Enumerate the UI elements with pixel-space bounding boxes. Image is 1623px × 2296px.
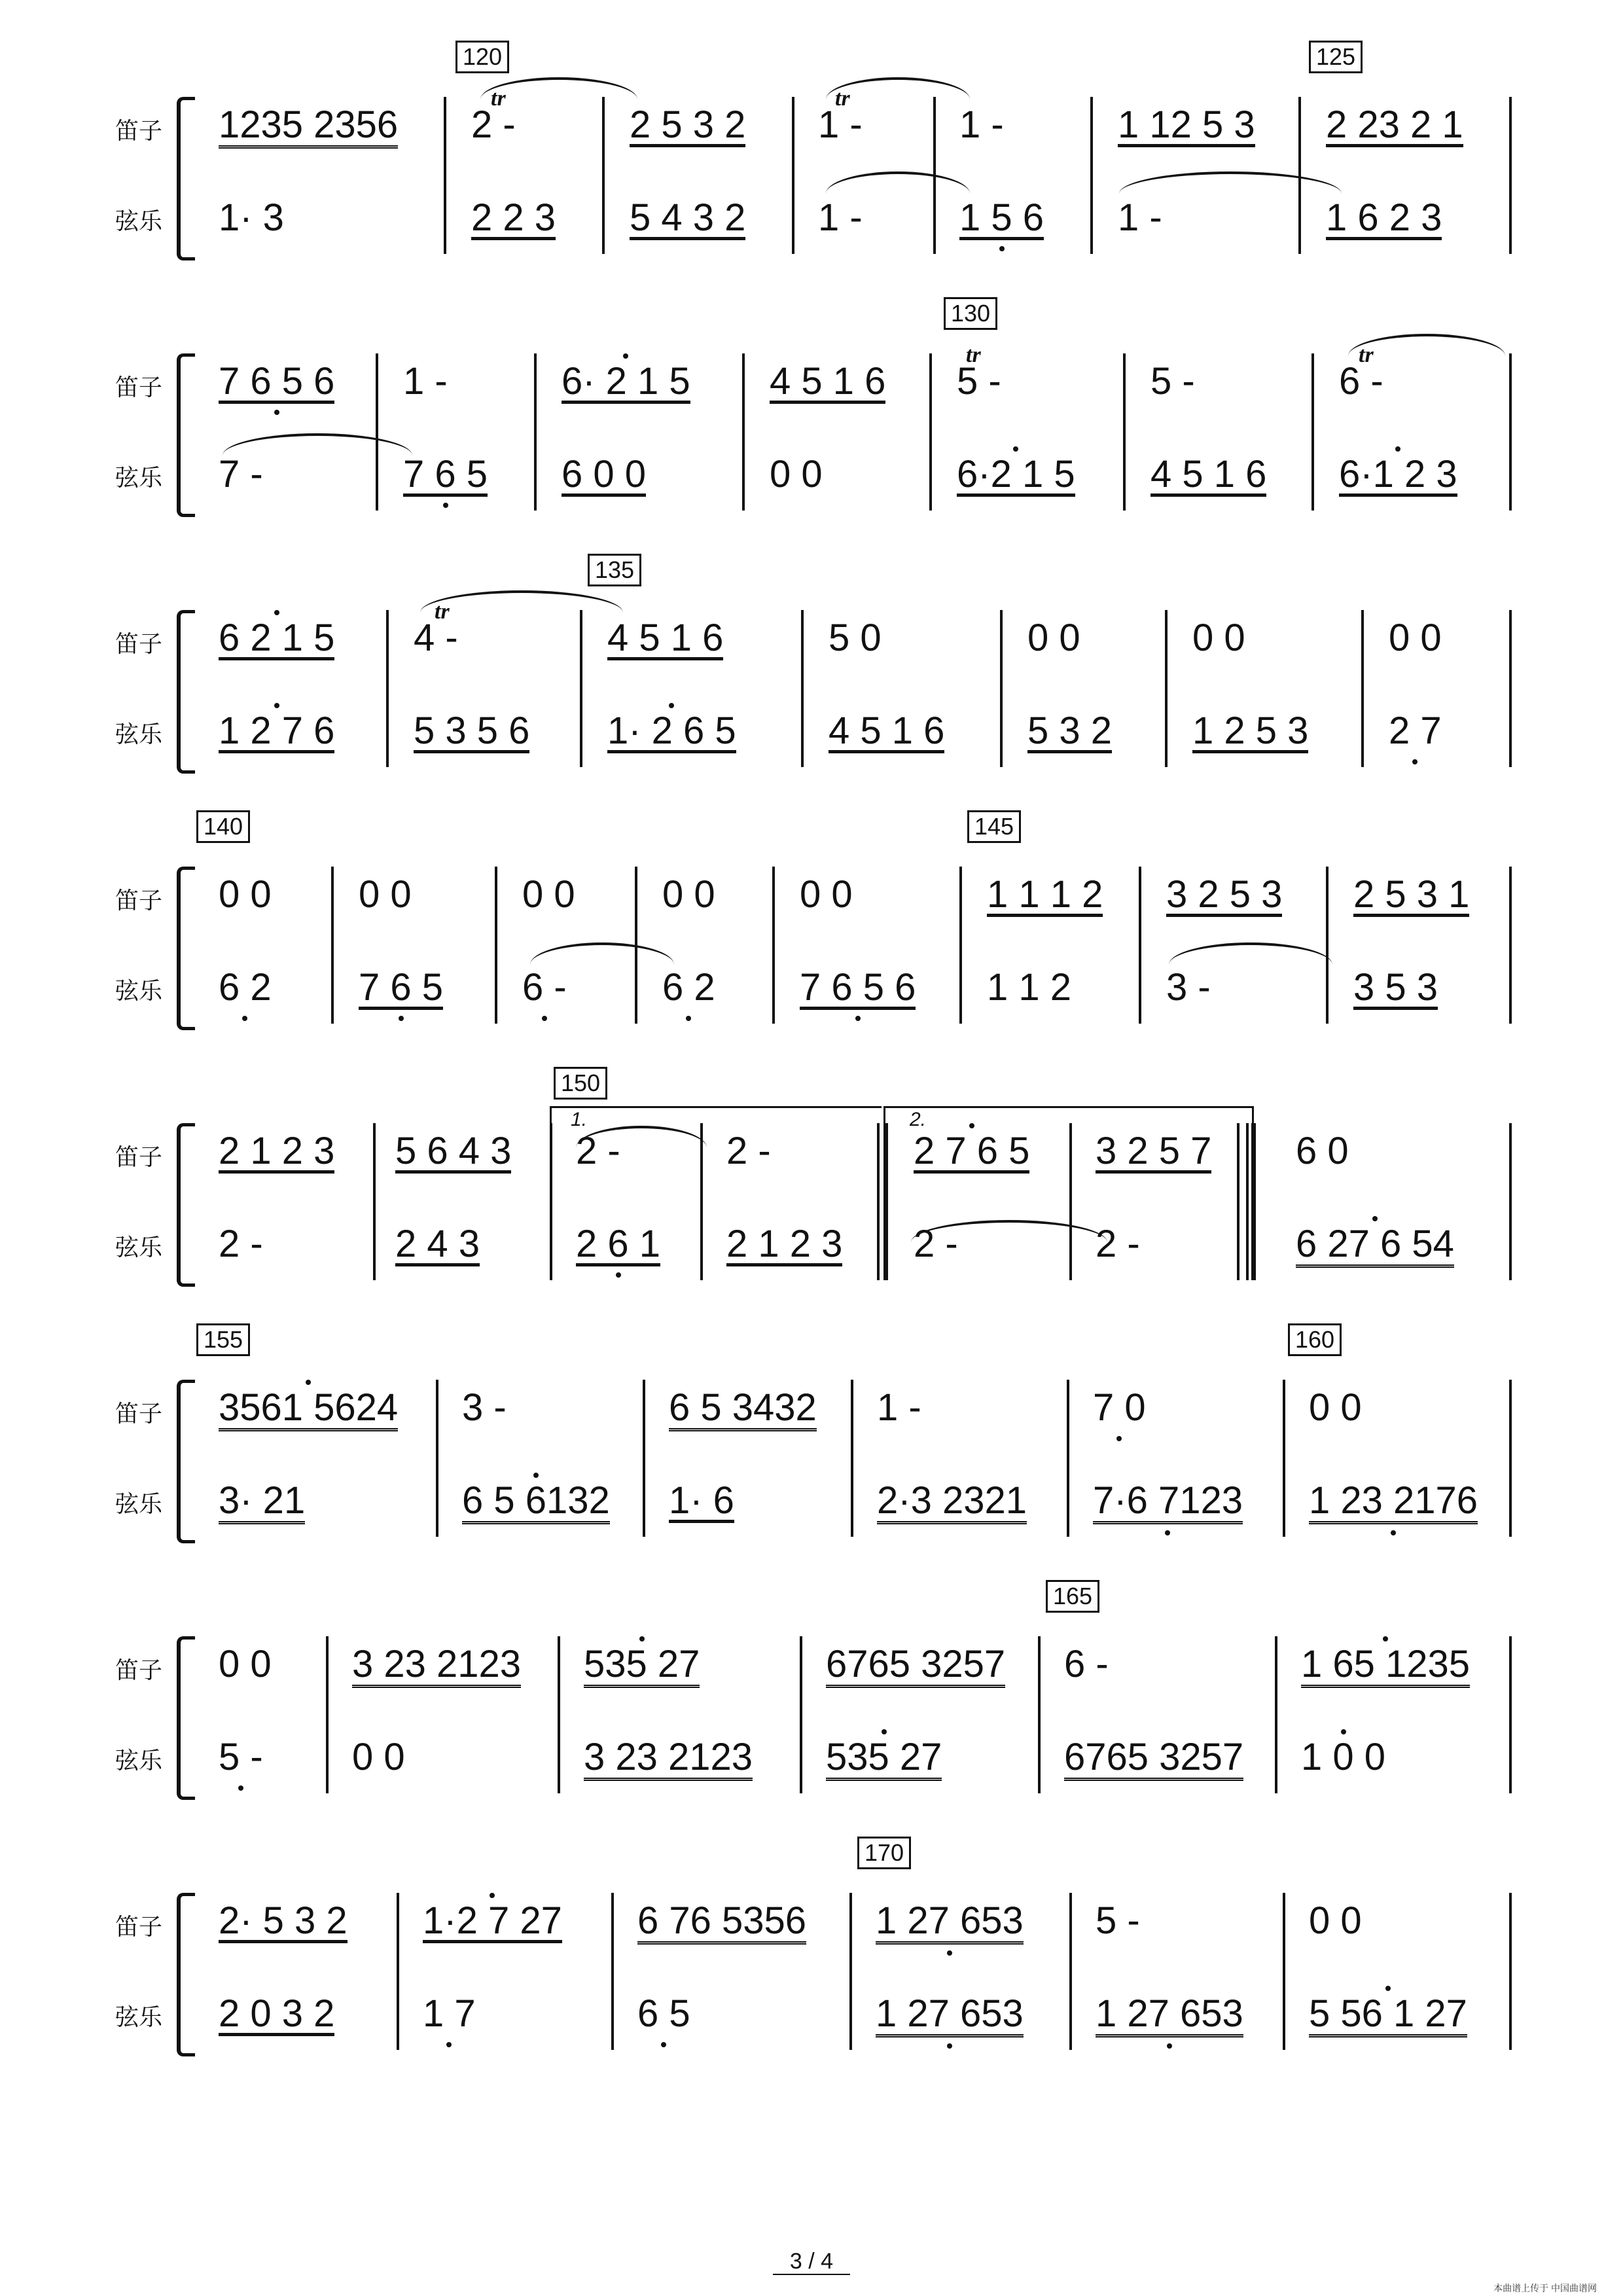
flute-measure: 0 0 [800, 873, 853, 916]
barline [851, 1380, 853, 1537]
rehearsal-number: 125 [1309, 41, 1363, 73]
barline [1509, 1123, 1512, 1280]
barline [1283, 1380, 1285, 1537]
strings-measure: 1 27 653 [876, 1995, 1024, 2037]
flute-measure: 6 76 5356 [637, 1902, 806, 1945]
system-brace [177, 353, 195, 517]
strings-measure: 1· 6 [669, 1479, 734, 1522]
flute-measure: 2 - [726, 1130, 771, 1172]
flute-measure: 2 - [576, 1130, 620, 1172]
barline [444, 97, 446, 254]
strings-measure: 7 6 5 [359, 966, 443, 1009]
strings-measure: 6 0 0 [562, 453, 646, 495]
tie [223, 433, 412, 456]
barline [376, 353, 378, 511]
strings-measure: 3 5 3 [1353, 966, 1438, 1009]
rehearsal-number: 120 [455, 41, 509, 73]
flute-measure: 1 - [959, 103, 1004, 146]
system-brace [177, 1123, 195, 1287]
strings-measure: 4 5 1 6 [1150, 453, 1267, 495]
volta-1-label: 1. [571, 1109, 588, 1130]
system-brace [177, 1380, 195, 1543]
flute-measure: 2· 5 3 2 [219, 1899, 348, 1942]
barline [1139, 867, 1141, 1024]
strings-measure: 1 1 2 [987, 966, 1071, 1009]
part-label-strings: 弦乐 [115, 465, 163, 492]
part-label-strings: 弦乐 [115, 1491, 163, 1518]
barline [373, 1123, 376, 1280]
flute-measure: 0 0 [1027, 617, 1080, 659]
strings-measure: 1 6 2 3 [1326, 196, 1442, 239]
repeat-start-barline [1246, 1123, 1249, 1280]
barline [326, 1636, 329, 1793]
system-brace [177, 867, 195, 1030]
part-label-flute: 笛子 [115, 118, 163, 145]
part-label-flute: 笛子 [115, 1401, 163, 1427]
strings-measure: 7 6 5 6 [800, 966, 916, 1009]
strings-measure: 6 5 [637, 1992, 690, 2035]
repeat-end-barline-thick [883, 1123, 888, 1280]
strings-measure: 0 0 [770, 453, 823, 495]
barline [602, 97, 605, 254]
part-label-flute: 笛子 [115, 888, 163, 914]
flute-measure: 6 - [1064, 1643, 1109, 1685]
flute-measure: 3 2 5 7 [1096, 1130, 1212, 1172]
strings-measure: 2 6 1 [576, 1223, 660, 1265]
rehearsal-number: 130 [944, 297, 997, 330]
flute-measure: 5 6 4 3 [395, 1130, 512, 1172]
flute-measure: 4 5 1 6 [607, 617, 724, 659]
strings-measure: 7 - [219, 453, 263, 495]
strings-measure: 1· 3 [219, 196, 284, 239]
strings-measure: 6 27 6 54 [1296, 1225, 1454, 1268]
flute-measure: 0 0 [662, 873, 715, 916]
barline [801, 610, 804, 767]
barline [550, 1123, 552, 1280]
flute-measure: 1 12 5 3 [1118, 103, 1255, 146]
barline [534, 353, 537, 511]
barline [742, 353, 745, 511]
flute-measure: 6· 2 1 5 [562, 360, 690, 403]
flute-measure: 2 7 6 5 [914, 1130, 1030, 1172]
barline [1275, 1636, 1277, 1793]
trill-ornament: tr [491, 86, 506, 111]
strings-measure: 5 3 2 [1027, 709, 1112, 752]
barline [929, 353, 932, 511]
barline [1361, 610, 1364, 767]
rehearsal-number: 145 [967, 810, 1021, 843]
strings-measure: 1 - [818, 196, 863, 239]
volta-2-label: 2. [910, 1109, 927, 1130]
flute-measure: 0 0 [1309, 1899, 1362, 1942]
system-brace [177, 610, 195, 774]
rehearsal-number: 140 [196, 810, 250, 843]
barline [849, 1893, 852, 2050]
part-label-flute: 笛子 [115, 631, 163, 658]
flute-measure: 0 0 [1192, 617, 1245, 659]
barline [792, 97, 794, 254]
barline [397, 1893, 399, 2050]
barline [959, 867, 962, 1024]
flute-measure: 535 27 [584, 1645, 700, 1688]
strings-measure: 5 56 1 27 [1309, 1995, 1467, 2037]
strings-measure: 535 27 [826, 1738, 942, 1781]
strings-measure: 7 6 5 [403, 453, 488, 495]
barline [1509, 867, 1512, 1024]
flute-measure: 6 - [1339, 360, 1383, 403]
strings-measure: 6765 3257 [1064, 1738, 1243, 1781]
rehearsal-number: 150 [554, 1067, 607, 1100]
barline [700, 1123, 703, 1280]
barline [558, 1636, 560, 1793]
flute-measure: 5 - [1150, 360, 1195, 403]
flute-measure: 6 2 1 5 [219, 617, 335, 659]
strings-measure: 5 4 3 2 [630, 196, 746, 239]
strings-measure: 6·2 1 5 [957, 453, 1075, 495]
flute-measure: 1·2 7 27 [423, 1899, 562, 1942]
tie [826, 171, 970, 194]
tie [530, 942, 674, 965]
flute-measure: 3561 5624 [219, 1389, 398, 1431]
rehearsal-number: 135 [588, 554, 641, 586]
rehearsal-number: 170 [857, 1837, 911, 1869]
flute-measure: 0 0 [1389, 617, 1442, 659]
strings-measure: 1 23 2176 [1309, 1482, 1478, 1524]
strings-measure: 4 5 1 6 [829, 709, 945, 752]
strings-measure: 2 7 [1389, 709, 1442, 752]
strings-measure: 5 - [219, 1736, 263, 1778]
strings-measure: 1· 2 6 5 [607, 709, 736, 752]
barline [436, 1380, 438, 1537]
rehearsal-number: 165 [1046, 1580, 1099, 1613]
barline [643, 1380, 645, 1537]
part-label-strings: 弦乐 [115, 721, 163, 748]
final-barline [1237, 1123, 1240, 1280]
flute-measure: 3 - [462, 1386, 507, 1429]
strings-measure: 1 0 0 [1301, 1736, 1385, 1778]
flute-measure: 2 23 2 1 [1326, 103, 1463, 146]
flute-measure: 1 65 1235 [1301, 1645, 1470, 1688]
barline [1069, 1123, 1072, 1280]
flute-measure: 7 6 5 6 [219, 360, 335, 403]
flute-measure: 2 - [471, 103, 516, 146]
barline [495, 867, 497, 1024]
barline [1509, 1380, 1512, 1537]
trill-ornament: tr [966, 343, 981, 367]
flute-measure: 1235 2356 [219, 106, 398, 149]
strings-measure: 3 23 2123 [584, 1738, 753, 1781]
barline [331, 867, 334, 1024]
barline [1000, 610, 1003, 767]
strings-measure: 5 3 5 6 [414, 709, 530, 752]
trill-ornament: tr [1359, 343, 1374, 367]
barline [580, 610, 582, 767]
barline [1123, 353, 1126, 511]
barline [386, 610, 389, 767]
flute-measure: 7 0 [1093, 1386, 1146, 1429]
barline [1090, 97, 1093, 254]
part-label-flute: 笛子 [115, 1914, 163, 1941]
part-label-strings: 弦乐 [115, 208, 163, 235]
barline [1509, 1636, 1512, 1793]
strings-measure: 1 7 [423, 1992, 476, 2035]
part-label-flute: 笛子 [115, 1144, 163, 1171]
flute-measure: 2 5 3 1 [1353, 873, 1470, 916]
flute-measure: 6765 3257 [826, 1645, 1005, 1688]
flute-measure: 3 23 2123 [352, 1645, 521, 1688]
flute-measure: 0 0 [219, 1643, 272, 1685]
barline [1509, 353, 1512, 511]
strings-measure: 2 1 2 3 [726, 1223, 843, 1265]
tie [1169, 942, 1332, 965]
part-label-flute: 笛子 [115, 374, 163, 401]
barline [800, 1636, 802, 1793]
barline [635, 867, 637, 1024]
strings-measure: 1 2 5 3 [1192, 709, 1309, 752]
strings-measure: 6 - [522, 966, 567, 1009]
barline [1069, 1893, 1072, 2050]
page-number: 3 / 4 [0, 2249, 1623, 2274]
flute-measure: 5 0 [829, 617, 882, 659]
barline [1311, 353, 1314, 511]
barline [933, 97, 936, 254]
strings-measure: 1 27 653 [1096, 1995, 1243, 2037]
barline [1298, 97, 1301, 254]
flute-measure: 2 1 2 3 [219, 1130, 335, 1172]
repeat-start-barline-thick [1251, 1123, 1256, 1280]
part-label-strings: 弦乐 [115, 978, 163, 1005]
strings-measure: 3 - [1166, 966, 1211, 1009]
flute-measure: 6 5 3432 [669, 1389, 817, 1431]
tie [1119, 171, 1342, 194]
rehearsal-number: 155 [196, 1323, 250, 1356]
barline [1509, 97, 1512, 254]
strings-measure: 2 4 3 [395, 1223, 480, 1265]
barline [1165, 610, 1168, 767]
flute-measure: 1 - [877, 1386, 921, 1429]
strings-measure: 2 2 3 [471, 196, 556, 239]
strings-measure: 2·3 2321 [877, 1482, 1027, 1524]
flute-measure: 0 0 [1309, 1386, 1362, 1429]
repeat-end-barline [877, 1123, 880, 1280]
flute-measure: 0 0 [522, 873, 575, 916]
part-label-flute: 笛子 [115, 1657, 163, 1684]
flute-measure: 1 1 1 2 [987, 873, 1103, 916]
strings-measure: 1 5 6 [959, 196, 1044, 239]
strings-measure: 7·6 7123 [1093, 1482, 1243, 1524]
barline [1067, 1380, 1069, 1537]
source-credit: 本曲谱上传于 中国曲谱网 [1493, 2283, 1597, 2293]
barline [772, 867, 775, 1024]
flute-measure: 0 0 [219, 873, 272, 916]
trill-ornament: tr [435, 600, 450, 624]
system-brace [177, 97, 195, 260]
barline [611, 1893, 614, 2050]
barline [1509, 1893, 1512, 2050]
strings-measure: 2 - [1096, 1223, 1140, 1265]
trill-ornament: tr [835, 86, 850, 111]
barline [1283, 1893, 1285, 2050]
strings-measure: 2 - [219, 1223, 263, 1265]
strings-measure: 6 2 [662, 966, 715, 1009]
part-label-strings: 弦乐 [115, 2004, 163, 2031]
barline [1038, 1636, 1041, 1793]
barline [1509, 610, 1512, 767]
strings-measure: 1 - [1118, 196, 1162, 239]
strings-measure: 0 0 [352, 1736, 405, 1778]
barline [1326, 867, 1329, 1024]
flute-measure: 3 2 5 3 [1166, 873, 1283, 916]
flute-measure: 5 - [1096, 1899, 1140, 1942]
flute-measure: 4 5 1 6 [770, 360, 886, 403]
system-brace [177, 1636, 195, 1800]
flute-measure: 2 5 3 2 [630, 103, 746, 146]
strings-measure: 6 2 [219, 966, 272, 1009]
part-label-strings: 弦乐 [115, 1748, 163, 1774]
flute-measure: 4 - [414, 617, 458, 659]
flute-measure: 1 - [403, 360, 448, 403]
strings-measure: 1 2 7 6 [219, 709, 335, 752]
system-brace [177, 1893, 195, 2056]
strings-measure: 2 - [914, 1223, 958, 1265]
part-label-strings: 弦乐 [115, 1234, 163, 1261]
flute-measure: 1 27 653 [876, 1902, 1024, 1945]
strings-measure: 6·1 2 3 [1339, 453, 1457, 495]
tie [420, 590, 623, 613]
flute-measure: 1 - [818, 103, 863, 146]
strings-measure: 2 0 3 2 [219, 1992, 335, 2035]
flute-measure: 6 0 [1296, 1130, 1349, 1172]
flute-measure: 0 0 [359, 873, 412, 916]
strings-measure: 3· 21 [219, 1482, 305, 1524]
rehearsal-number: 160 [1288, 1323, 1342, 1356]
flute-measure: 5 - [957, 360, 1001, 403]
strings-measure: 6 5 6132 [462, 1482, 610, 1524]
